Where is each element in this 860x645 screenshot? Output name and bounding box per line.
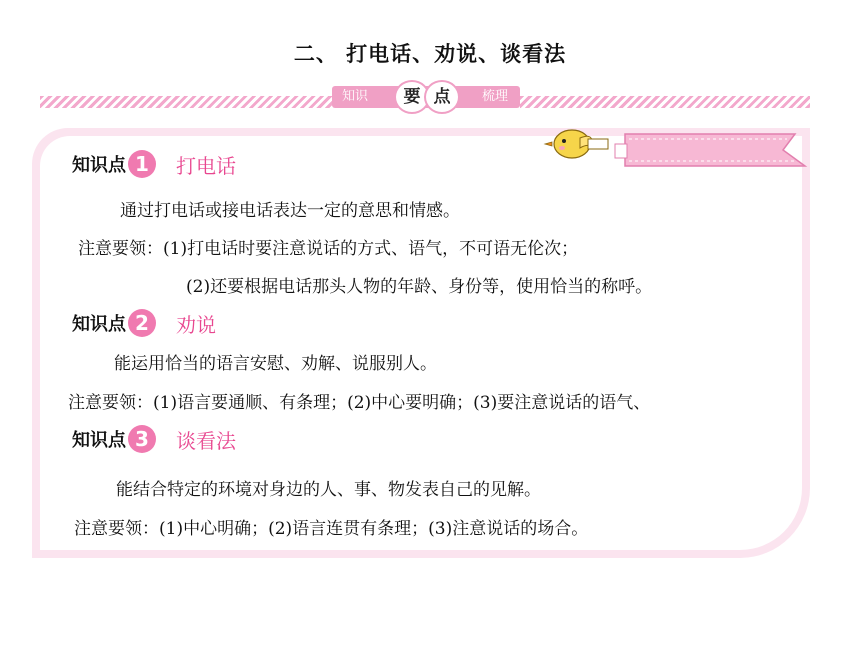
section-2-line-1: 能运用恰当的语言安慰、劝解、说服别人。 [114, 354, 437, 374]
knowledge-point-title: 劝说 [176, 312, 216, 337]
section-3-line-2: 注意要领：(1)中心明确；(2)语言连贯有条理；(3)注意说话的场合。 [74, 519, 589, 539]
section-2-line-2: 注意要领：(1)语言要通顺、有条理；(2)中心要明确；(3)要注意说话的语气、 [68, 393, 651, 413]
bird-with-ribbon-icon [605, 130, 810, 170]
knowledge-point-1-header [72, 148, 236, 180]
knowledge-point-label: 知识点 [72, 314, 126, 335]
knowledge-point-label: 知识点 [72, 155, 126, 176]
section-banner [332, 80, 520, 108]
section-1-line-1: 通过打电话或接电话表达一定的意思和情感。 [120, 201, 460, 221]
page-title: 二、 打电话、劝说、谈看法 [293, 42, 567, 66]
number-badge-1: 1 [128, 150, 156, 178]
banner-left-text: 知识 [342, 89, 369, 104]
knowledge-point-2-header [72, 307, 216, 339]
section-1-line-2: 注意要领：(1)打电话时要注意说话的方式、语气，不可语无伦次； [78, 239, 579, 259]
banner-right-text: 梳理 [481, 89, 508, 104]
number-badge-2: 2 [128, 309, 156, 337]
knowledge-point-3-header [72, 423, 236, 455]
knowledge-point-title: 打电话 [176, 153, 236, 178]
section-1-line-3: (2)还要根据电话那头人物的年龄、身份等，使用恰当的称呼。 [186, 277, 653, 297]
decorative-stripe-left [40, 96, 332, 108]
knowledge-point-title: 谈看法 [176, 428, 236, 453]
number-badge-3: 3 [128, 425, 156, 453]
bird-icon [542, 124, 612, 164]
decorative-stripe-right [520, 96, 810, 108]
knowledge-point-label: 知识点 [72, 430, 126, 451]
banner-char-1: 要 [394, 80, 430, 114]
section-3-line-1: 能结合特定的环境对身边的人、事、物发表自己的见解。 [116, 480, 541, 500]
banner-char-2: 点 [424, 80, 460, 114]
